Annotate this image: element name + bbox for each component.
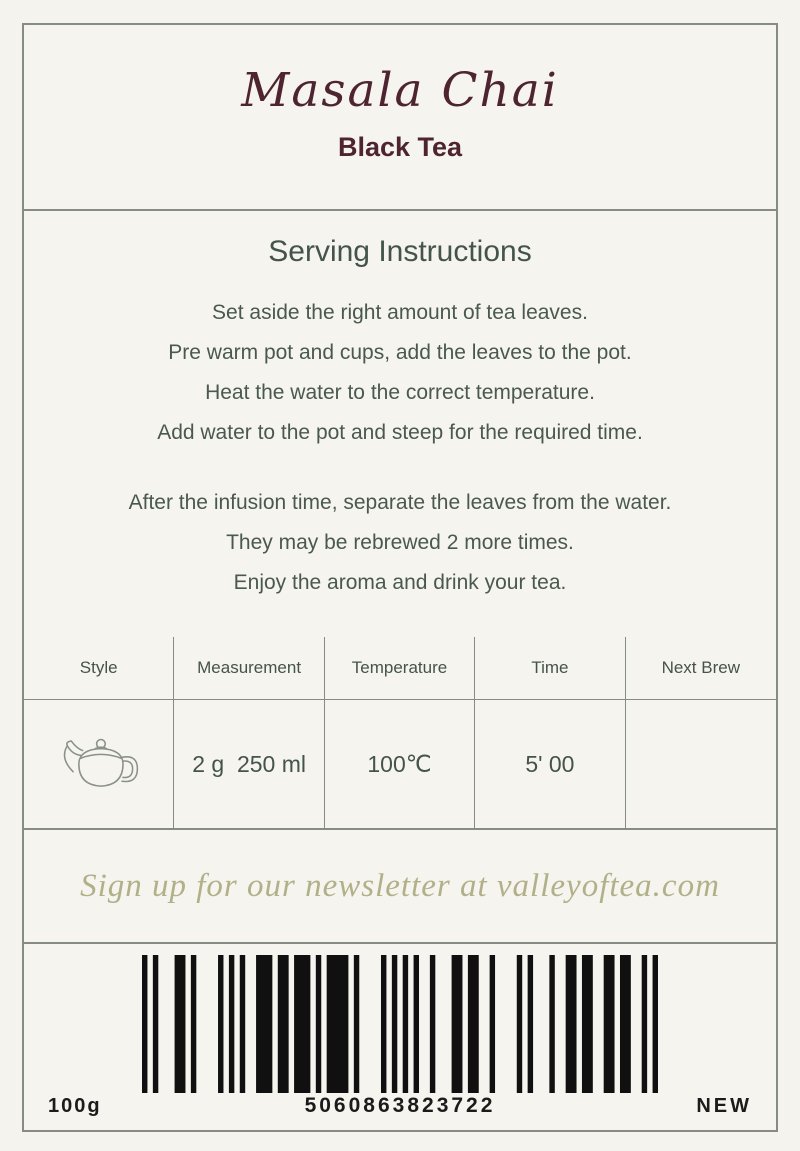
serving-line: Add water to the pot and steep for the required time. xyxy=(157,421,643,444)
measurement-cell: 2 g 250 ml xyxy=(174,700,324,828)
serving-heading: Serving Instructions xyxy=(268,235,532,268)
paragraph-gap xyxy=(24,453,776,483)
product-subtitle: Black Tea xyxy=(337,132,463,162)
teapot-icon xyxy=(51,725,147,803)
product-title: Masala Chai xyxy=(241,63,559,118)
barcode xyxy=(142,955,658,1093)
next-brew-cell xyxy=(626,700,776,828)
serving-lines xyxy=(24,293,776,603)
weight-label: 100g xyxy=(48,1095,102,1117)
column-header-next-brew: Next Brew xyxy=(626,637,776,700)
title-section xyxy=(24,25,776,211)
serving-line: Set aside the right amount of tea leaves. xyxy=(212,301,588,324)
column-header-temperature: Temperature xyxy=(325,637,475,700)
serving-line: Enjoy the aroma and drink your tea. xyxy=(233,571,567,594)
barcode-section xyxy=(24,944,776,1130)
newsletter-section xyxy=(24,830,776,944)
tea-label xyxy=(22,23,778,1132)
style-cell xyxy=(24,700,174,828)
temperature-cell: 100℃ xyxy=(325,700,475,828)
serving-line: Heat the water to the correct temperature. xyxy=(205,381,595,404)
brewing-table xyxy=(24,637,776,830)
new-badge: NEW xyxy=(696,1095,752,1117)
serving-line: After the infusion time, separate the leaves from the water. xyxy=(128,491,672,514)
serving-line: They may be rebrewed 2 more times. xyxy=(226,531,574,554)
serving-instructions-section xyxy=(24,211,776,637)
time-cell: 5' 00 xyxy=(475,700,625,828)
newsletter-text: Sign up for our newsletter at valleyoftea.com xyxy=(80,867,720,904)
serving-line: Pre warm pot and cups, add the leaves to the pot. xyxy=(168,341,632,364)
column-header-time: Time xyxy=(475,637,625,700)
column-header-style: Style xyxy=(24,637,174,700)
column-header-measurement: Measurement xyxy=(174,637,324,700)
barcode-number: 5060863823722 xyxy=(304,1094,496,1117)
